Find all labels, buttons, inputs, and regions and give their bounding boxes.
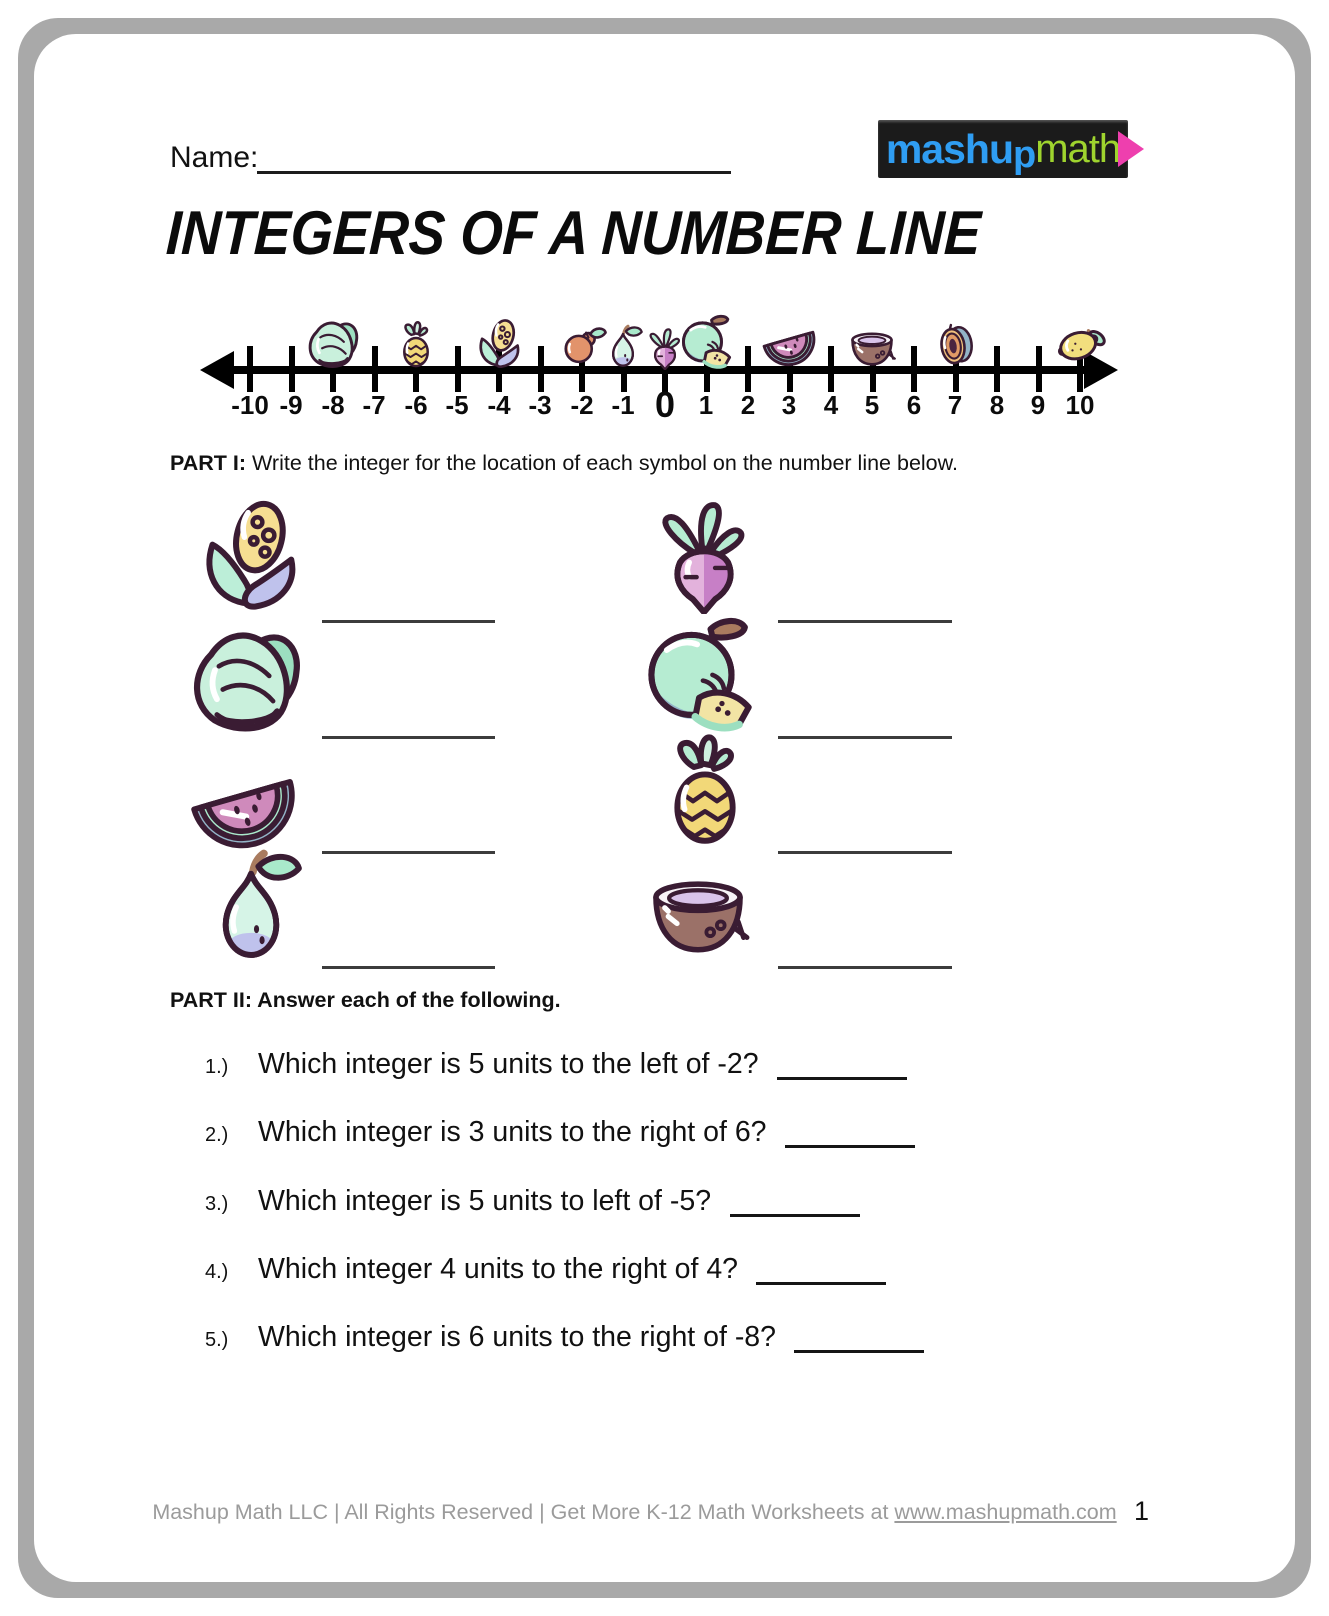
pineapple-icon (646, 732, 764, 850)
watermelon-icon (186, 742, 300, 856)
tick-mark (828, 346, 834, 392)
numberline-label: 3 (781, 390, 797, 420)
answer-blank (794, 1333, 924, 1353)
numberline-label: 4 (823, 390, 839, 420)
answer-line (778, 736, 952, 739)
tick-mark (994, 346, 1000, 392)
numberline-label: 5 (864, 390, 880, 420)
numberline-label: -5 (445, 390, 469, 420)
answer-line (322, 736, 495, 739)
question-number: 2.) (205, 1124, 229, 1146)
name-label: Name: (170, 141, 259, 174)
tick-mark (1036, 346, 1042, 392)
question-row-5 (205, 1321, 924, 1354)
question-number: 1.) (205, 1056, 229, 1078)
pear-icon (192, 848, 310, 966)
mashup-math-logo (878, 120, 1128, 178)
question-text: Which integer is 3 units to the right of 6? (258, 1116, 767, 1148)
logo-word-math: math (1035, 126, 1121, 171)
numberline-label: 8 (989, 390, 1005, 420)
answer-blank (730, 1197, 860, 1217)
corn-icon (190, 494, 310, 614)
numberline-label: 7 (947, 390, 963, 420)
left-arrow-icon (200, 351, 234, 389)
numberline-label: -10 (231, 390, 269, 420)
answer-line (778, 620, 952, 623)
numberline-label: -6 (404, 390, 428, 420)
question-row-1 (205, 1048, 907, 1081)
numberline-label: 9 (1030, 390, 1046, 420)
radish-icon (645, 496, 763, 614)
question-text: Which integer is 6 units to the right of -8? (258, 1321, 777, 1353)
answer-line (322, 966, 495, 969)
pear-icon (600, 324, 646, 370)
tick-mark (455, 346, 461, 392)
numberline-label: 6 (906, 390, 922, 420)
numberline-label: -3 (528, 390, 552, 420)
question-text: Which integer is 5 units to the left of -2? (258, 1048, 759, 1080)
part1-heading-text: Write the integer for the location of each symbol on the number line below. (252, 451, 958, 475)
tick-mark (247, 346, 253, 392)
answer-line (322, 620, 495, 623)
footer-text: Mashup Math LLC | All Rights Reserved | Get More K-12 Math Worksheets at (152, 1500, 889, 1524)
tick-mark (538, 346, 544, 392)
part2-heading: PART II: Answer each of the following. (170, 988, 561, 1012)
tick-mark (289, 346, 295, 392)
question-text: Which integer 4 units to the right of 4? (258, 1253, 739, 1285)
corn-icon (472, 316, 526, 370)
cabbage-icon (184, 612, 308, 736)
answer-blank (785, 1128, 915, 1148)
numberline-label: -4 (487, 390, 511, 420)
coconut-icon (642, 850, 754, 962)
coconut-icon (846, 318, 898, 370)
tick-mark (372, 346, 378, 392)
question-number: 3.) (205, 1193, 229, 1215)
question-row-4 (205, 1253, 886, 1286)
number-line (200, 300, 1120, 425)
answer-blank (777, 1060, 907, 1080)
numberline-label: -8 (321, 390, 345, 420)
logo-letter-p: p (1013, 133, 1036, 176)
page-number: 1 (1134, 1496, 1150, 1526)
answer-line (322, 851, 495, 854)
logo-word-mashup: mashu (885, 125, 1013, 172)
tick-mark (911, 346, 917, 392)
question-text: Which integer is 5 units to left of -5? (258, 1185, 712, 1217)
numberline-label: 10 (1065, 390, 1095, 420)
question-number: 5.) (205, 1329, 229, 1351)
numberline-label: -1 (611, 390, 635, 420)
answer-blank (756, 1265, 886, 1285)
question-row-3 (205, 1185, 860, 1218)
pineapple-icon (391, 320, 441, 370)
logo-arrow-icon (1118, 131, 1144, 167)
name-entry-line (257, 171, 731, 174)
tick-mark (745, 346, 751, 392)
part1-heading-label: PART I: (170, 451, 247, 475)
numberline-label: 1 (698, 390, 714, 420)
footer (140, 1500, 1129, 1525)
numberline-label: -7 (362, 390, 386, 420)
question-number: 4.) (205, 1261, 229, 1283)
footer-link[interactable]: www.mashupmath.com (894, 1500, 1117, 1524)
answer-line (778, 851, 952, 854)
numberline-label: -2 (570, 390, 594, 420)
numberline-label: -9 (279, 390, 303, 420)
question-row-2 (205, 1116, 915, 1149)
numberline-label-zero: 0 (654, 384, 676, 425)
melon-icon (678, 312, 736, 370)
numberline-label: 2 (740, 390, 756, 420)
watermelon-icon (760, 312, 818, 370)
lemon-icon (1050, 310, 1110, 370)
page-title: INTEGERS OF A NUMBER LINE (164, 199, 983, 268)
melon-icon (640, 612, 762, 734)
cabbage-icon (304, 312, 362, 370)
papaya-icon (930, 318, 982, 370)
answer-line (778, 966, 952, 969)
part1-heading (170, 451, 958, 476)
